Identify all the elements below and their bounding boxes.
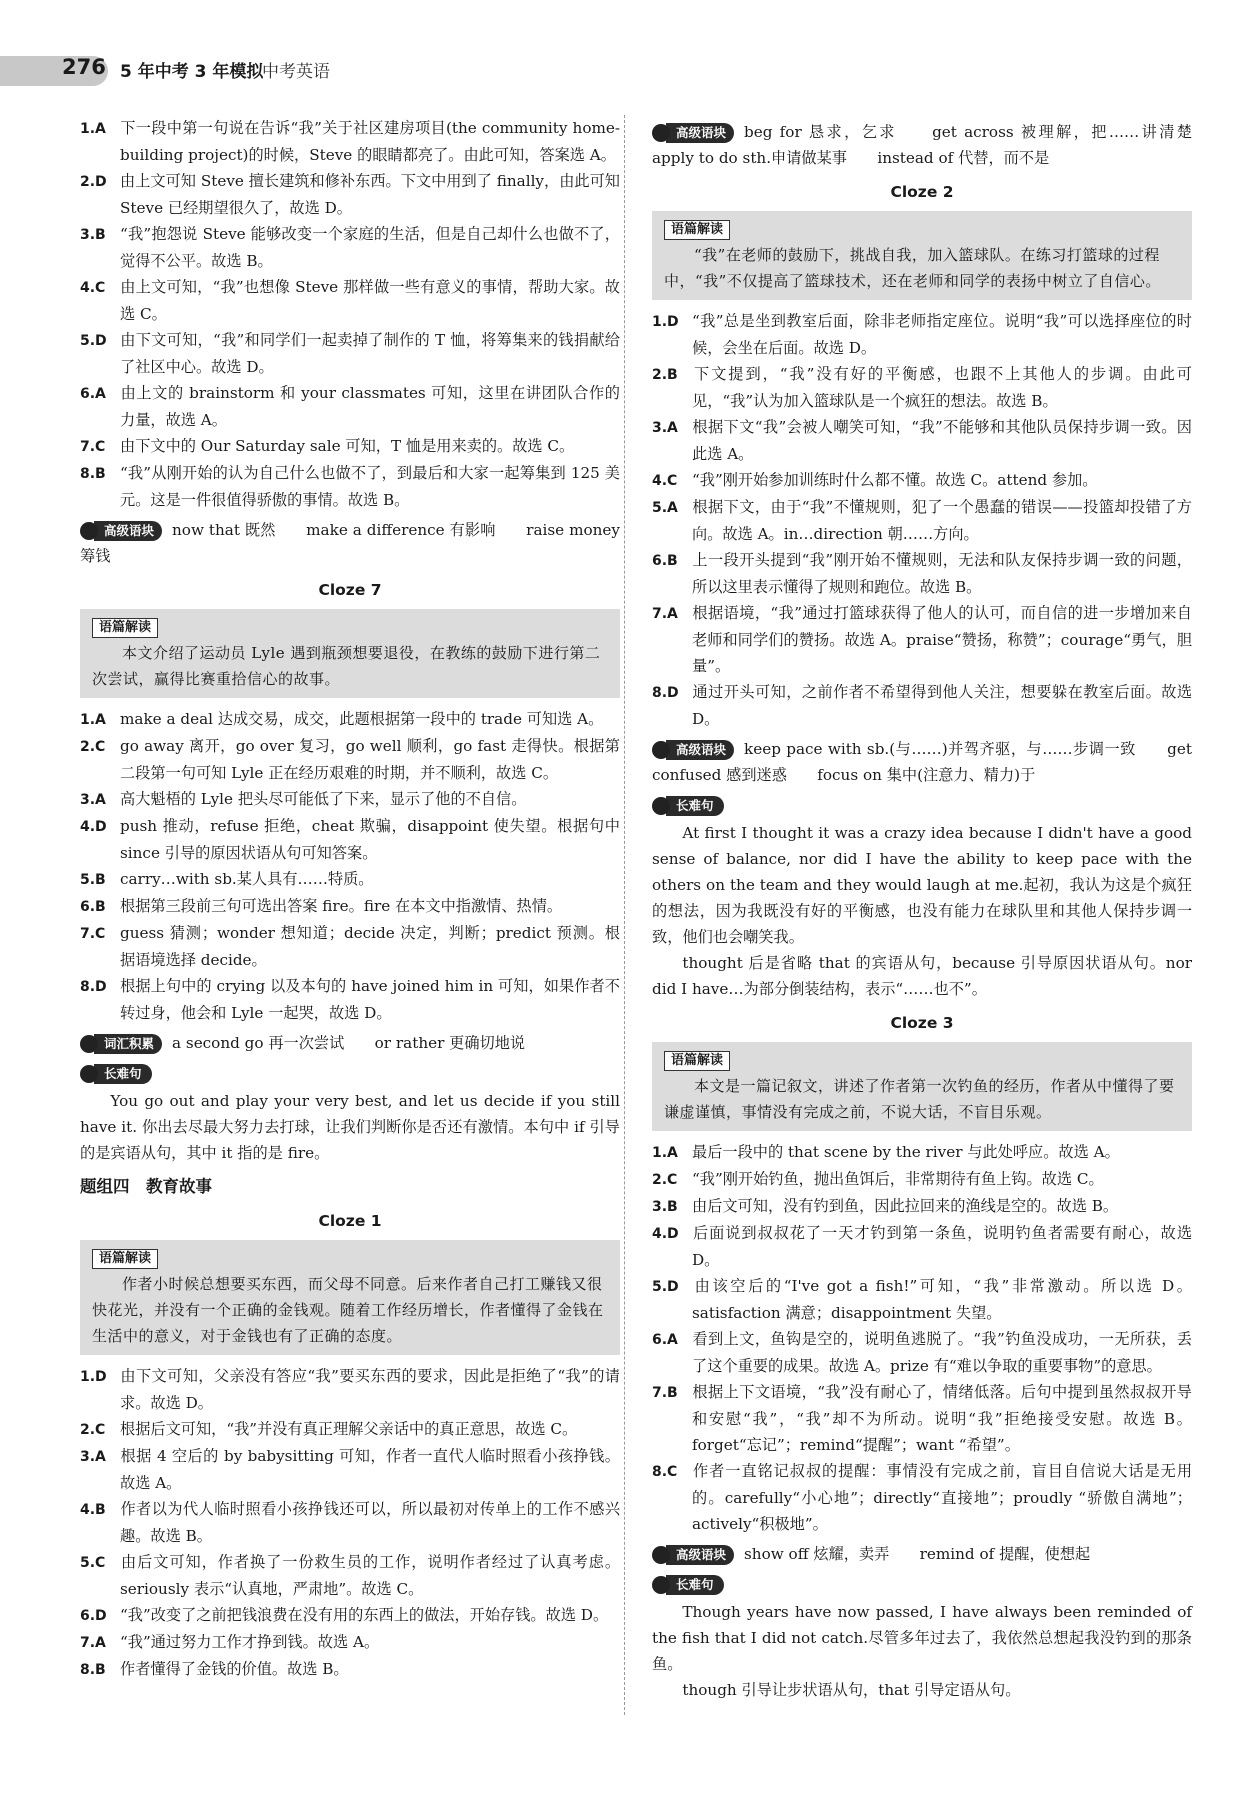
cloze3-phrases: 高级语块 show off 炫耀，卖弄 remind of 提醒，使想起: [652, 1541, 1192, 1567]
answer-number: 1.D: [80, 1369, 107, 1385]
answer-number: 6.D: [80, 1608, 107, 1624]
cloze6-answer-list: [80, 115, 620, 513]
tag-icon: [80, 522, 98, 540]
answer-explanation: 由下文可知，父亲没有答应“我”要买东西的要求，因此是拒绝了“我”的请求。故选 D。: [120, 1367, 620, 1412]
tag-icon: [652, 124, 670, 142]
answer-number: 7.A: [652, 606, 678, 622]
answer-number: 1.D: [652, 314, 679, 330]
cloze3-long-sentence: Though years have now passed, I have always been reminded of the fish that I did not catch.尽管多年过去了，我依然总想起我没钓到的那条鱼。: [652, 1603, 1192, 1673]
answer-item: [652, 547, 1192, 600]
answer-number: 4.B: [80, 1502, 106, 1518]
tag-icon: [652, 797, 670, 815]
answer-item: [80, 1549, 620, 1602]
answer-explanation: 由上文的 brainstorm 和 your classmates 可知，这里在讲团队合作的力量，故选 A。: [120, 384, 620, 429]
answer-item: [652, 414, 1192, 467]
tag-icon: [652, 741, 670, 759]
answer-explanation: “我”抱怨说 Steve 能够改变一个家庭的生活，但是自己却什么也做不了，觉得不公平。故选 B。: [120, 225, 620, 270]
answer-item: [80, 706, 620, 733]
answer-number: 3.A: [80, 1449, 106, 1465]
answer-number: 7.B: [652, 1385, 678, 1401]
answer-number: 3.A: [80, 792, 106, 808]
answer-number: 7.A: [80, 1635, 106, 1651]
answer-item: [652, 308, 1192, 361]
answer-number: 2.C: [80, 1422, 106, 1438]
cloze2-summary-text: “我”在老师的鼓励下，挑战自我，加入篮球队。在练习打篮球的过程中，“我”不仅提高了篮球技术，还在老师和同学的表扬中树立了自信心。: [664, 246, 1161, 290]
cloze1-summary-text: 作者小时候总想要买东西，而父母不同意。后来作者自己打工赚钱又很快花光，并没有一个正确的金钱观。随着工作经历增长，作者懂得了金钱在生活中的意义，对于金钱也有了正确的态度。: [92, 1275, 604, 1345]
answer-explanation: 后面说到叔叔花了一天才钓到第一条鱼，说明钓鱼者需要有耐心，故选 D。: [692, 1224, 1192, 1269]
answer-explanation: go away 离开，go over 复习，go well 顺利，go fast 走得快。根据第二段第一句可知 Lyle 正在经历艰难的时期，并不顺利，故选 C。: [120, 737, 620, 782]
answer-item: [80, 733, 620, 786]
answer-number: 8.D: [652, 685, 679, 701]
answer-number: 3.A: [652, 420, 678, 436]
answer-explanation: 由下文可知，“我”和同学们一起卖掉了制作的 T 恤，将筹集来的钱捐献给了社区中心。故选 D。: [120, 331, 620, 376]
cloze7-vocab: 词汇积累 a second go 再一次尝试 or rather 更确切地说: [80, 1030, 620, 1056]
answer-explanation: “我”总是坐到教室后面，除非老师指定座位。说明“我”可以选择座位的时候，会坐在后面。故选 D。: [692, 312, 1192, 357]
answer-explanation: 根据上下文语境，“我”没有耐心了，情绪低落。后句中提到虽然叔叔开导和安慰“我”，“我”却不为所动。说明“我”拒绝接受安慰。故选 B。forget“忘记”；remind“提醒”；want “希望”。: [692, 1383, 1192, 1454]
answer-number: 5.D: [652, 1279, 679, 1295]
answer-number: 6.B: [80, 899, 106, 915]
answer-item: [652, 1220, 1192, 1273]
cloze2-summary-box: [652, 211, 1192, 300]
answer-item: [80, 327, 620, 380]
left-column: [80, 115, 620, 1683]
answer-number: 6.A: [652, 1332, 678, 1348]
group4-title: 题组四 教育故事: [80, 1177, 212, 1196]
cloze3-long-analysis: though 引导让步状语从句，that 引导定语从句。: [682, 1681, 1021, 1699]
answer-item: [80, 973, 620, 1026]
answer-item: [652, 679, 1192, 732]
answer-item: [80, 1496, 620, 1549]
cloze7-long-sentence: You go out and play your very best, and let us decide if you still have it. 你出去尽最大努力去打球，让我们判断你是否还有激情。本句中 if 引导的是宾语从句，其中 it 指的是 fire。: [80, 1092, 620, 1162]
answer-explanation: push 推动，refuse 拒绝，cheat 欺骗，disappoint 使失望。根据句中 since 引导的原因状语从句可知答案。: [120, 817, 620, 862]
answer-number: 4.D: [652, 1226, 679, 1242]
cloze3-title: Cloze 3: [890, 1014, 954, 1032]
answer-number: 2.C: [652, 1172, 678, 1188]
page-header: [0, 0, 1250, 100]
answer-item: [80, 274, 620, 327]
answer-number: 3.B: [80, 227, 106, 243]
cloze1-title: Cloze 1: [318, 1212, 382, 1230]
answer-number: 5.C: [80, 1555, 106, 1571]
answer-explanation: 根据 4 空后的 by babysitting 可知，作者一直代人临时照看小孩挣钱。故选 A。: [120, 1447, 620, 1492]
cloze7-title: Cloze 7: [318, 581, 382, 599]
answer-explanation: 通过开头可知，之前作者不希望得到他人关注，想要躲在教室后面。故选 D。: [692, 683, 1192, 728]
answer-number: 8.B: [80, 466, 106, 482]
answer-explanation: 上一段开头提到“我”刚开始不懂规则，无法和队友保持步调一致的问题，所以这里表示懂得了规则和跑位。故选 B。: [692, 551, 1192, 596]
answer-number: 6.B: [652, 553, 678, 569]
answer-explanation: 由后文可知，作者换了一份救生员的工作，说明作者经过了认真考虑。seriously 表示“认真地，严肃地”。故选 C。: [120, 1553, 620, 1598]
summary-label: 语篇解读: [664, 220, 730, 240]
tag-icon: [80, 1065, 98, 1083]
answer-item: [80, 1602, 620, 1629]
answer-explanation: 下一段中第一句说在告诉“我”关于社区建房项目(the community home-building project)的时候，Steve 的眼睛都亮了。由此可知，答案选 A。: [120, 119, 620, 164]
cloze2-long-sentence: At first I thought it was a crazy idea because I didn't have a good sense of balance, nor did I have the ability to keep pace with the others on the team and they would laugh at me.起初，我认为这是个疯狂的想法，因为我既没有好的平衡感，也没有能力在球队里和其他人保持步调一致，他们也会嘲笑我。: [652, 824, 1192, 946]
summary-label: 语篇解读: [92, 618, 158, 638]
answer-number: 1.A: [652, 1145, 678, 1161]
answer-explanation: carry…with sb.某人具有……特质。: [120, 870, 374, 888]
phrases-tag: 高级语块: [652, 739, 734, 761]
answer-number: 1.A: [80, 712, 106, 728]
answer-explanation: “我”改变了之前把钱浪费在没有用的东西上的做法，开始存钱。故选 D。: [120, 1606, 609, 1624]
answer-explanation: 由上文可知 Steve 擅长建筑和修补东西。下文中用到了 finally，由此可知 Steve 已经期望很久了，故选 D。: [120, 172, 620, 217]
answer-item: [652, 600, 1192, 679]
book-title: 5 年中考 3 年模拟: [120, 62, 264, 82]
answer-item: [80, 1416, 620, 1443]
summary-label: 语篇解读: [664, 1051, 730, 1071]
answer-item: [80, 786, 620, 813]
answer-number: 7.C: [80, 926, 106, 942]
answer-explanation: 由该空后的“I've got a fish!”可知，“我”非常激动。所以选 D。satisfaction 满意；disappointment 失望。: [692, 1277, 1192, 1322]
answer-number: 4.D: [80, 819, 107, 835]
answer-number: 3.B: [652, 1199, 678, 1215]
answer-explanation: 由后文可知，没有钓到鱼，因此拉回来的渔线是空的。故选 B。: [692, 1197, 1119, 1215]
answer-explanation: guess 猜测；wonder 想知道；decide 决定，判断；predict 预测。根据语境选择 decide。: [120, 924, 620, 969]
answer-number: 8.C: [652, 1464, 678, 1480]
vocab-tag: 词汇积累: [80, 1033, 162, 1055]
cloze3-summary-text: 本文是一篇记叙文，讲述了作者第一次钓鱼的经历，作者从中懂得了要谦虚谨慎，事情没有完成之前，不说大话，不盲目乐观。: [664, 1077, 1175, 1121]
answer-number: 5.B: [80, 872, 106, 888]
cloze1-phrases: 高级语块 beg for 恳求，乞求 get across 被理解，把……讲清楚 apply to do sth.申请做某事 instead of 代替，而不是: [652, 123, 1223, 167]
answer-explanation: 作者一直铭记叔叔的提醒：事情没有完成之前，盲目自信说大话是无用的。carefully“小心地”；directly“直接地”；proudly “骄傲自满地”；actively“积极地”。: [692, 1462, 1192, 1533]
cloze2-long-tag-line: [652, 792, 1192, 818]
answer-explanation: 根据语境，“我”通过打篮球获得了他人的认可，而自信的进一步增加来自老师和同学们的赞扬。故选 A。praise“赞扬，称赞”；courage“勇气，胆量”。: [692, 604, 1192, 675]
answer-number: 2.B: [652, 367, 678, 383]
answer-explanation: 由下文中的 Our Saturday sale 可知，T 恤是用来卖的。故选 C。: [120, 437, 575, 455]
answer-explanation: make a deal 达成交易，成交，此题根据第一段中的 trade 可知选 A。: [120, 710, 604, 728]
column-divider: [624, 115, 625, 1715]
summary-label: 语篇解读: [92, 1249, 158, 1269]
answer-explanation: 作者懂得了金钱的价值。故选 B。: [120, 1660, 349, 1678]
answer-item: [80, 115, 620, 168]
answer-number: 4.C: [652, 473, 678, 489]
page-number: 276: [62, 55, 106, 79]
answer-item: [80, 168, 620, 221]
phrases-tag: 高级语块: [80, 520, 162, 542]
long-sentence-tag: 长难句: [652, 795, 724, 817]
answer-number: 8.D: [80, 979, 107, 995]
answer-explanation: 根据后文可知，“我”并没有真正理解父亲话中的真正意思，故选 C。: [120, 1420, 578, 1438]
answer-explanation: “我”通过努力工作才挣到钱。故选 A。: [120, 1633, 380, 1651]
answer-explanation: 根据下文“我”会被人嘲笑可知，“我”不能够和其他队员保持步调一致。因此选 A。: [692, 418, 1192, 463]
answer-item: [80, 1629, 620, 1656]
phrases-tag: 高级语块: [652, 1544, 734, 1566]
cloze7-long-tag-line: [80, 1060, 620, 1086]
cloze2-answer-list: [652, 308, 1192, 732]
cloze7-summary-text: 本文介绍了运动员 Lyle 遇到瓶颈想要退役，在教练的鼓励下进行第二次尝试，赢得比赛重拾信心的故事。: [92, 644, 601, 688]
answer-number: 2.D: [80, 174, 107, 190]
answer-item: [80, 1656, 620, 1683]
tag-icon: [652, 1576, 670, 1594]
answer-explanation: 根据上句中的 crying 以及本句的 have joined him in 可知，如果作者不转过身，他会和 Lyle 一起哭，故选 D。: [120, 977, 620, 1022]
answer-item: [80, 221, 620, 274]
answer-item: [80, 380, 620, 433]
answer-explanation: 高大魁梧的 Lyle 把头尽可能低了下来，显示了他的不自信。: [120, 790, 527, 808]
answer-item: [652, 1139, 1192, 1166]
answer-item: [652, 1166, 1192, 1193]
answer-explanation: 最后一段中的 that scene by the river 与此处呼应。故选 A。: [692, 1143, 1120, 1161]
answer-number: 8.B: [80, 1662, 106, 1678]
answer-item: [652, 361, 1192, 414]
book-subject: 中考英语: [262, 62, 330, 82]
cloze1-summary-box: [80, 1240, 620, 1355]
answer-item: [652, 1193, 1192, 1220]
answer-number: 1.A: [80, 121, 106, 137]
tag-icon: [80, 1035, 98, 1053]
answer-item: [80, 1363, 620, 1416]
answer-explanation: 下文提到，“我”没有好的平衡感，也跟不上其他人的步调。由此可见，“我”认为加入篮球队是一个疯狂的想法。故选 B。: [692, 365, 1192, 410]
answer-item: [80, 893, 620, 920]
cloze1-answer-list: [80, 1363, 620, 1683]
cloze3-answer-list: [652, 1139, 1192, 1537]
answer-item: [80, 813, 620, 866]
answer-item: [652, 467, 1192, 494]
answer-number: 5.D: [80, 333, 107, 349]
answer-explanation: “我”刚开始参加训练时什么都不懂。故选 C。attend 参加。: [692, 471, 1098, 489]
answer-item: [652, 494, 1192, 547]
cloze7-answer-list: [80, 706, 620, 1026]
answer-item: [652, 1326, 1192, 1379]
answer-item: [80, 433, 620, 460]
answer-item: [80, 460, 620, 513]
cloze2-long-analysis: thought 后是省略 that 的宾语从句，because 引导原因状语从句。nor did I have…为部分倒装结构，表示“……也不”。: [652, 954, 1192, 998]
answer-explanation: 根据第三段前三句可选出答案 fire。fire 在本文中指激情、热情。: [120, 897, 563, 915]
answer-number: 7.C: [80, 439, 106, 455]
answer-explanation: 作者以为代人临时照看小孩挣钱还可以，所以最初对传单上的工作不感兴趣。故选 B。: [120, 1500, 620, 1545]
cloze2-title: Cloze 2: [890, 183, 954, 201]
phrases-tag: 高级语块: [652, 122, 734, 144]
tag-icon: [652, 1546, 670, 1564]
answer-explanation: “我”从刚开始的认为自己什么也做不了，到最后和大家一起筹集到 125 美元。这是一件很值得骄傲的事情。故选 B。: [120, 464, 620, 509]
answer-item: [652, 1379, 1192, 1458]
answer-explanation: 由上文可知，“我”也想像 Steve 那样做一些有意义的事情，帮助大家。故选 C。: [120, 278, 620, 323]
cloze2-phrases: 高级语块 keep pace with sb.(与……)并驾齐驱，与……步调一致 get confused 感到迷惑 focus on 集中(注意力、精力)于: [652, 740, 1192, 784]
long-sentence-tag: 长难句: [80, 1063, 152, 1085]
answer-item: [652, 1273, 1192, 1326]
answer-explanation: 看到上文，鱼钩是空的，说明鱼逃脱了。“我”钓鱼没成功，一无所获，丢了这个重要的成果。故选 A。prize 有“难以争取的重要事物”的意思。: [692, 1330, 1192, 1375]
answer-number: 4.C: [80, 280, 106, 296]
right-column: [652, 115, 1223, 1703]
answer-explanation: “我”刚开始钓鱼，抛出鱼饵后，非常期待有鱼上钩。故选 C。: [692, 1170, 1104, 1188]
answer-item: [80, 866, 620, 893]
answer-item: [80, 920, 620, 973]
cloze3-long-tag-line: [652, 1571, 1192, 1597]
answer-number: 5.A: [652, 500, 678, 516]
answer-explanation: 根据下文，由于“我”不懂规则，犯了一个愚蠢的错误——投篮却投错了方向。故选 A。in…direction 朝……方向。: [692, 498, 1192, 543]
cloze3-summary-box: [652, 1042, 1192, 1131]
answer-item: [652, 1458, 1192, 1537]
cloze7-summary-box: [80, 609, 620, 698]
answer-number: 6.A: [80, 386, 106, 402]
answer-number: 2.C: [80, 739, 106, 755]
long-sentence-tag: 长难句: [652, 1574, 724, 1596]
cloze6-phrases: 高级语块 now that 既然 make a difference 有影响 raise money 筹钱: [80, 521, 620, 565]
answer-item: [80, 1443, 620, 1496]
